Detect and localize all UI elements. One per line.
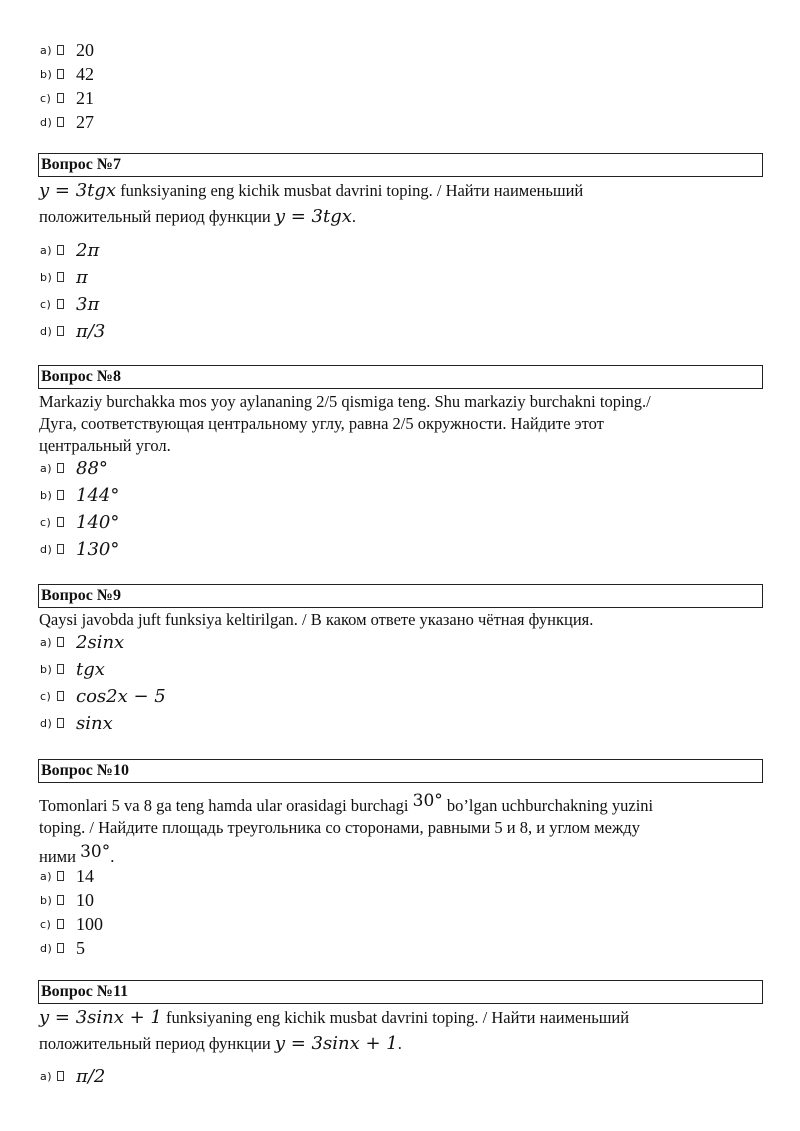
option-label: b) xyxy=(40,893,53,907)
option-q8-a[interactable] xyxy=(40,457,108,479)
option-label: a) xyxy=(40,43,53,57)
option-value: 20 xyxy=(76,39,94,60)
option-label: d) xyxy=(40,324,53,338)
checkbox-icon[interactable] xyxy=(57,117,64,127)
option-value: 10 xyxy=(76,889,94,910)
option-label: c) xyxy=(40,689,52,703)
checkbox-icon[interactable] xyxy=(57,490,64,500)
option-q6-c[interactable] xyxy=(40,87,94,109)
option-q7-a[interactable] xyxy=(40,239,99,261)
option-value: tgx xyxy=(76,658,105,680)
checkbox-icon[interactable] xyxy=(57,919,64,929)
option-q10-b[interactable] xyxy=(40,889,94,911)
option-label: a) xyxy=(40,461,53,475)
option-value: 42 xyxy=(76,63,94,84)
option-label: d) xyxy=(40,941,53,955)
checkbox-icon[interactable] xyxy=(57,718,64,728)
question-10-text xyxy=(39,790,759,868)
question-11-text xyxy=(39,1007,759,1055)
option-value: 21 xyxy=(76,87,94,108)
checkbox-icon[interactable] xyxy=(57,272,64,282)
checkbox-icon[interactable] xyxy=(57,245,64,255)
option-value: 130° xyxy=(76,538,120,560)
option-q9-b[interactable] xyxy=(40,658,105,680)
question-text-line: bo’lgan uchburchakning yuzini xyxy=(442,796,654,815)
question-text-line: положительный период функции xyxy=(39,1034,275,1053)
checkbox-icon[interactable] xyxy=(57,871,64,881)
option-label: c) xyxy=(40,297,52,311)
option-label: c) xyxy=(40,515,52,529)
question-7-text xyxy=(39,180,759,228)
option-value: 88° xyxy=(76,457,108,479)
question-text-line: положительный период функции xyxy=(39,207,275,226)
punctuation: . xyxy=(110,847,115,866)
option-value: π/2 xyxy=(76,1065,106,1087)
option-q10-d[interactable] xyxy=(40,937,85,959)
formula: y = 3sinx + 1 xyxy=(274,1033,398,1054)
checkbox-icon[interactable] xyxy=(57,69,64,79)
checkbox-icon[interactable] xyxy=(57,637,64,647)
checkbox-icon[interactable] xyxy=(57,463,64,473)
question-text-line: Markaziy burchakka mos yoy aylananing 2/5 qismiga teng. Shu markaziy burchakni toping./ xyxy=(39,392,651,411)
checkbox-icon[interactable] xyxy=(57,45,64,55)
option-q8-b[interactable] xyxy=(40,484,119,506)
option-label: a) xyxy=(40,635,53,649)
option-q7-c[interactable] xyxy=(40,293,99,315)
checkbox-icon[interactable] xyxy=(57,326,64,336)
question-9-text xyxy=(39,609,759,631)
question-text-line: funksiyaning eng kichik musbat davrini toping. / Найти наименьший xyxy=(116,181,584,200)
option-label: b) xyxy=(40,488,53,502)
punctuation: . xyxy=(397,1034,402,1053)
question-text-line: toping. / Найдите площадь треугольника со сторонами, равными 5 и 8, и углом между xyxy=(39,818,640,837)
option-label: a) xyxy=(40,1069,53,1083)
option-q10-c[interactable] xyxy=(40,913,103,935)
option-label: d) xyxy=(40,716,53,730)
option-value: 2sinx xyxy=(76,631,125,653)
option-q6-d[interactable] xyxy=(40,111,94,133)
option-value: 27 xyxy=(76,111,94,132)
option-label: d) xyxy=(40,542,53,556)
checkbox-icon[interactable] xyxy=(57,895,64,905)
option-q8-d[interactable] xyxy=(40,538,119,560)
option-label: c) xyxy=(40,91,52,105)
option-q7-b[interactable] xyxy=(40,266,88,288)
option-label: a) xyxy=(40,243,53,257)
question-10-header: Вопрос №10 xyxy=(38,759,763,783)
question-7-header: Вопрос №7 xyxy=(38,153,763,177)
question-11-header: Вопрос №11 xyxy=(38,980,763,1004)
formula: y = 3sinx + 1 xyxy=(39,1007,162,1028)
option-value: 14 xyxy=(76,865,94,886)
option-value: cos2x − 5 xyxy=(76,685,166,707)
option-q9-c[interactable] xyxy=(40,685,166,707)
option-value: 5 xyxy=(76,937,85,958)
angle: 30° xyxy=(80,842,111,862)
checkbox-icon[interactable] xyxy=(57,664,64,674)
question-text-line: Дуга, соответствующая центральному углу, равна 2/5 окружности. Найдите этот xyxy=(39,414,604,433)
option-q8-c[interactable] xyxy=(40,511,119,533)
option-q9-a[interactable] xyxy=(40,631,124,653)
question-text-line: Tomonlari 5 va 8 ga teng hamda ular orasidagi burchagi xyxy=(39,796,413,815)
formula: y = 3tgx xyxy=(39,180,117,201)
question-text-line: центральный угол. xyxy=(39,436,171,455)
option-q11-a[interactable] xyxy=(40,1065,105,1087)
checkbox-icon[interactable] xyxy=(57,691,64,701)
formula: y = 3tgx xyxy=(274,206,352,227)
option-value: 140° xyxy=(76,511,120,533)
option-label: d) xyxy=(40,115,53,129)
option-label: a) xyxy=(40,869,53,883)
option-label: b) xyxy=(40,67,53,81)
option-q10-a[interactable] xyxy=(40,865,94,887)
option-label: c) xyxy=(40,917,52,931)
option-q6-b[interactable] xyxy=(40,63,94,85)
option-q9-d[interactable] xyxy=(40,712,113,734)
checkbox-icon[interactable] xyxy=(57,943,64,953)
punctuation: . xyxy=(351,207,357,226)
checkbox-icon[interactable] xyxy=(57,517,64,527)
option-label: b) xyxy=(40,270,53,284)
option-label: b) xyxy=(40,662,53,676)
question-text-line: funksiyaning eng kichik musbat davrini toping. / Найти наименьший xyxy=(161,1008,630,1027)
checkbox-icon[interactable] xyxy=(57,299,64,309)
question-8-text xyxy=(39,391,759,457)
option-q6-a[interactable] xyxy=(40,39,94,61)
option-value: sinx xyxy=(76,712,113,734)
option-value: 100 xyxy=(76,913,103,934)
option-value: π/3 xyxy=(76,320,106,342)
question-text-line: ними xyxy=(39,847,81,866)
option-value: 144° xyxy=(76,484,120,506)
checkbox-icon[interactable] xyxy=(57,1071,64,1081)
option-value: 2π xyxy=(76,239,100,261)
option-value: π xyxy=(76,266,88,288)
question-9-header: Вопрос №9 xyxy=(38,584,763,608)
question-text-line: Qaysi javobda juft funksiya keltirilgan. / В каком ответе указано чётная функция. xyxy=(39,610,594,629)
question-8-header: Вопрос №8 xyxy=(38,365,763,389)
option-q7-d[interactable] xyxy=(40,320,105,342)
angle: 30° xyxy=(412,791,443,811)
checkbox-icon[interactable] xyxy=(57,93,64,103)
checkbox-icon[interactable] xyxy=(57,544,64,554)
option-value: 3π xyxy=(76,293,100,315)
